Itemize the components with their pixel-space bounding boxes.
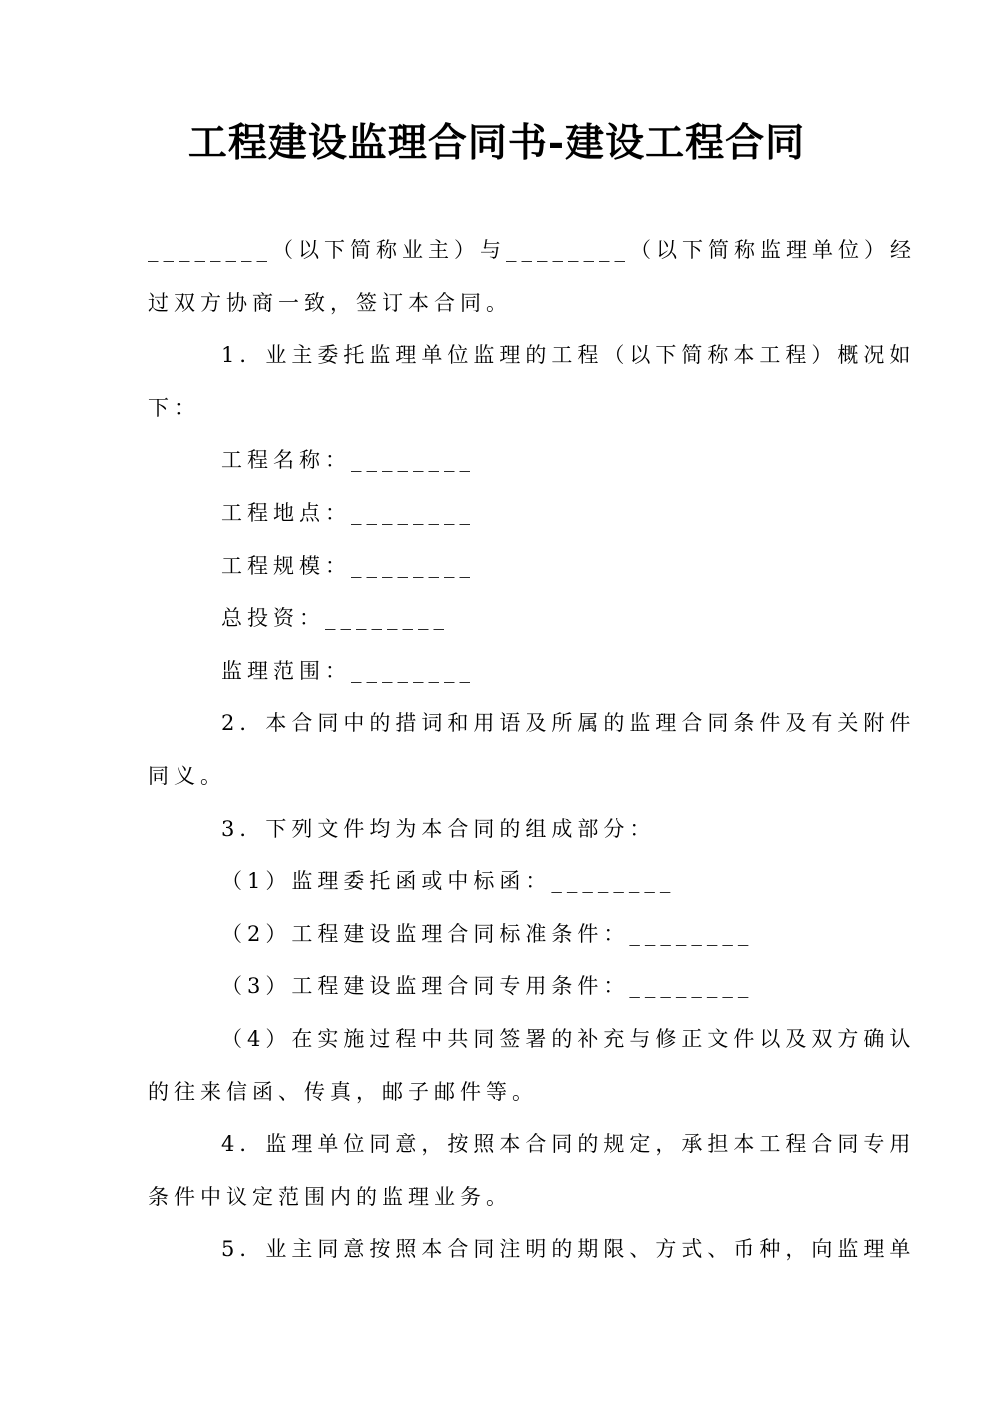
text-line: 工程地点：________ xyxy=(221,500,475,525)
text-line: 1．业主委托监理单位监理的工程（以下简称本工程）概况如 xyxy=(221,343,916,368)
text-line: 监理范围：________ xyxy=(221,658,475,683)
clause-1-project-overview xyxy=(148,329,916,434)
text-line: 过双方协商一致，签订本合同。 xyxy=(148,290,512,315)
field-total-investment xyxy=(148,592,845,645)
clause-3-item-1-appointment-letter xyxy=(148,855,845,908)
text-line: （2）工程建设监理合同标准条件：________ xyxy=(221,921,754,946)
clause-3-item-3-special-conditions xyxy=(148,960,845,1013)
field-supervision-scope xyxy=(148,645,845,698)
text-line: ________（以下简称业主）与________（以下简称监理单位）经 xyxy=(148,238,916,262)
text-line: 的往来信函、传真，邮子邮件等。 xyxy=(148,1079,538,1104)
text-line: （1）监理委托函或中标函：________ xyxy=(221,869,676,894)
text-line: 条件中议定范围内的监理业务。 xyxy=(148,1184,512,1209)
field-project-scale xyxy=(148,540,845,593)
text-line: 总投资：________ xyxy=(221,606,449,631)
text-line: 工程规模：________ xyxy=(221,553,475,578)
text-line: 4．监理单位同意，按照本合同的规定，承担本工程合同专用 xyxy=(221,1132,916,1157)
text-line: 3．下列文件均为本合同的组成部分： xyxy=(221,816,656,841)
clause-3-contract-components xyxy=(148,803,845,856)
text-line: （3）工程建设监理合同专用条件：________ xyxy=(221,974,754,999)
text-line: （4）在实施过程中共同签署的补充与修正文件以及双方确认 xyxy=(221,1026,916,1051)
document-title: 工程建设监理合同书-建设工程合同 xyxy=(187,120,806,166)
clause-3-item-4-supplementary-documents xyxy=(148,1013,916,1118)
field-project-location xyxy=(148,487,845,540)
clause-4-supervision-obligation xyxy=(148,1118,916,1223)
field-project-name xyxy=(148,434,845,487)
document-body xyxy=(148,224,916,1276)
text-line: 下： xyxy=(148,395,200,420)
text-line: 工程名称：________ xyxy=(221,448,475,473)
text-line: 5．业主同意按照本合同注明的期限、方式、币种，向监理单 xyxy=(221,1237,916,1262)
clause-2-terminology xyxy=(148,697,916,802)
paragraph-intro xyxy=(148,224,916,329)
clause-3-item-2-standard-conditions xyxy=(148,908,845,961)
clause-5-payment-agreement xyxy=(148,1223,916,1276)
text-line: 2．本合同中的措词和用语及所属的监理合同条件及有关附件 xyxy=(221,711,916,736)
text-line: 同义。 xyxy=(148,763,226,788)
